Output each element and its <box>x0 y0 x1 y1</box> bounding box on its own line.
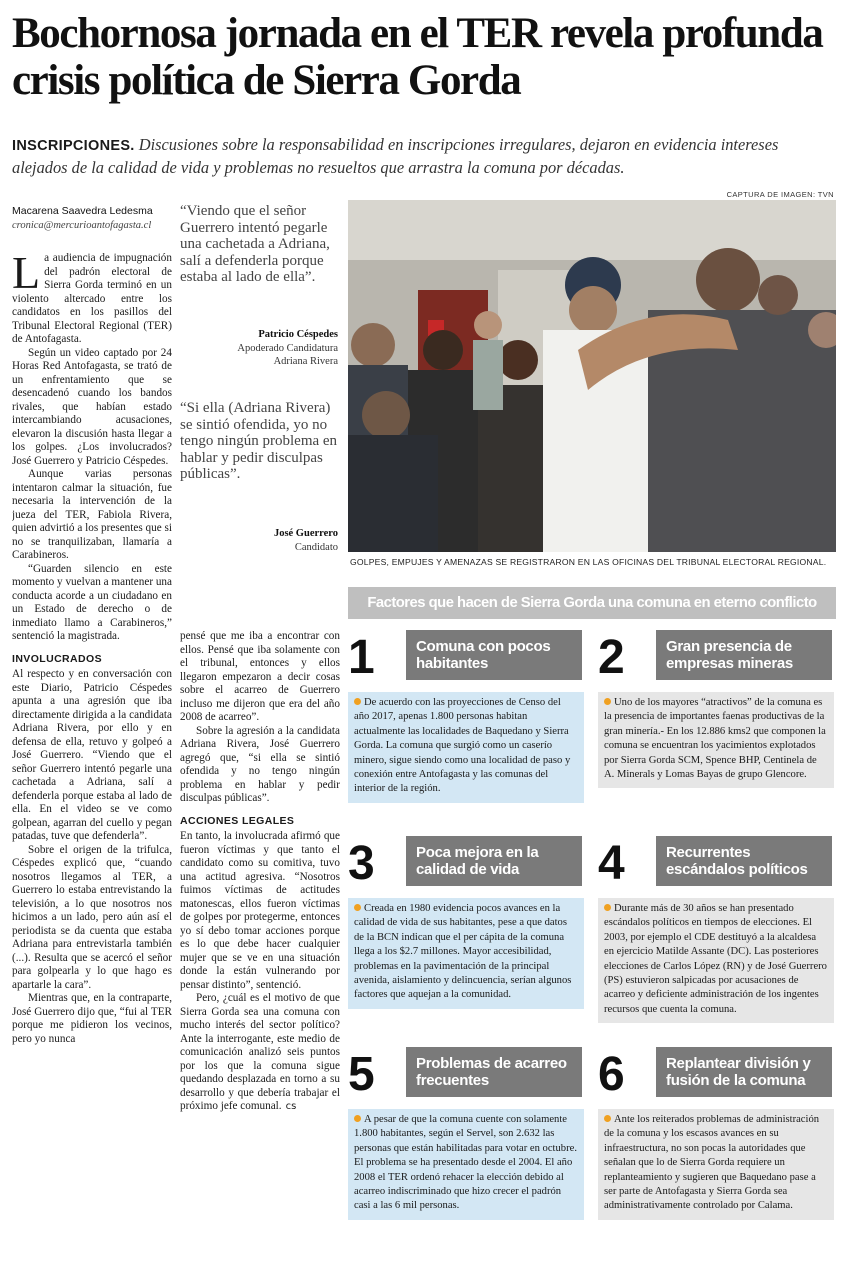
quote-1-role: Apoderado Candidatura <box>237 342 338 354</box>
quote-1-role-2: Adriana Rivera <box>273 356 338 367</box>
factor-body: Creada en 1980 evidencia pocos avances en la calidad de vida de sus habitantes, pese a que datos de la BCN indican que el per cápita de la comuna llega a los $2.7 millones. Mayor accesibilidad, problemas en la pavimentación de la principal avenida, aislamiento y delincuencia, serían algunos factores que aquejan a la comunidad. <box>348 898 584 1009</box>
photo-caption: GOLPES, EMPUJES Y AMENAZAS SE REGISTRARON EN LAS OFICINAS DEL TRIBUNAL ELECTORAL REGIONAL. <box>350 557 827 567</box>
bullet-icon <box>354 1115 361 1122</box>
photo-illustration <box>348 200 836 552</box>
factor-number: 1 <box>348 631 375 684</box>
factor-5 <box>348 1047 586 1247</box>
bullet-icon <box>604 1115 611 1122</box>
factor-body: Durante más de 30 años se han presentado escándalos políticos en tiempos de elecciones. El 2003, por ejemplo el CDE destituyó a la alcaldesa en ejercicio Matilde Assante (DC). Las posteriores elecciones de Carlos López (RN) y de José Guerrero (PS) estuvieron salpicadas por acusaciones de acarreo y deficiente administración de los ingentes recursos que cuenta la comuna. <box>598 898 834 1023</box>
paragraph: Sobre el origen de la trifulca, Céspedes explicó que, “cuando nosotros llegamos al TER, a Guerrero lo estaba entrevistando la televisión, a lo que nosotros nos hicimos a un lado, pero aún así el periodista se da cuenta que estaba Adriana para entrevistarla también (...). Resulta que se acercó el señor para golpearla y lo que hago es apartarle la cara”. <box>12 843 172 991</box>
factor-body: Ante los reiterados problemas de administración de la comuna y los escasos avances en su infraestructura, no son pocas la autoridades que señalan que lo de Sierra Gorda requiere un replanteamiento y sugieren que Baquedano pase a ser parte de Antofagasta y Sierra Gorda sea administrativamente controlado por Calama. <box>598 1109 834 1220</box>
paragraph: pensé que me iba a encontrar con ellos. Pensé que iba solamente con el tribunal, entonces y ellos llegaron empezaron a decir cosas sobre el acarreo de Guerrero incluso me dijeron que era del año 2008 de acarreo”. <box>180 630 340 723</box>
factor-title: Gran presencia de empresas mineras <box>656 630 832 680</box>
factor-title: Comuna con pocos habitantes <box>406 630 582 680</box>
headline: Bochornosa jornada en el TER revela profunda crisis política de Sierra Gorda <box>12 10 823 104</box>
factor-4 <box>598 836 836 1036</box>
author-email[interactable]: cronica@mercurioantofagasta.cl <box>12 220 152 231</box>
factor-title: Poca mejora en la calidad de vida <box>406 836 582 886</box>
factor-title: Replantear división y fusión de la comuna <box>656 1047 832 1097</box>
factor-body: Uno de los mayores “atractivos” de la comuna es la presencia de importantes faenas productivas de la gran minería.- En los 12.886 kms2 que componen la comuna se encuentran los yacimientos explotados por Sierra Gorda SCM, Spence BHP, Centinela de A. Minerals y Lomas Bayas de grupo Glencore. <box>598 692 834 788</box>
end-mark: cs <box>285 1101 297 1112</box>
factor-3 <box>348 836 586 1036</box>
subhead-dek: Discusiones sobre la responsabilidad en inscripciones irregulares, dejaron en evidencia intereses alejados de la calidad de vida y problemas no resueltos que arrastra la comuna por décadas. <box>12 135 779 177</box>
factor-body: A pesar de que la comuna cuente con solamente 1.800 habitantes, según el Servel, son 2.632 las personas que están habilitadas para votar en octubre. El problema se ha presentado desde el 2004. El año 2008 el TER ordenó rehacer la elección debido al acarreo indiscriminado que hizo crecer el padrón casi a las 6 mil personas. <box>348 1109 584 1220</box>
quote-2-attribution <box>180 527 338 554</box>
factor-1 <box>348 630 586 815</box>
factor-2 <box>598 630 836 815</box>
factor-number: 2 <box>598 631 625 684</box>
article-column-1 <box>12 252 172 1252</box>
quote-2-name: José Guerrero <box>273 528 338 539</box>
paragraph: La audiencia de impugnación del padrón electoral de Sierra Gorda terminó en un violento altercado entre los candidatos en los pasillos del Tribunal Electoral Regional (TER) de Antofagasta. <box>12 252 172 345</box>
quote-2-role: Candidato <box>294 541 338 553</box>
factor-title: Recurrentes escándalos políticos <box>656 836 832 886</box>
subhead <box>12 134 834 178</box>
quote-1-attribution <box>180 328 338 369</box>
quote-1-name: Patricio Céspedes <box>258 329 338 340</box>
paragraph: Sobre la agresión a la candidata Adriana Rivera, José Guerrero agregó que, “si ella se sintió ofendida y no tengo ningún problema en hablar y pedir disculpas públicas”. <box>180 724 340 804</box>
bullet-icon <box>354 698 361 705</box>
factor-body: De acuerdo con las proyecciones de Censo del año 2017, apenas 1.800 personas habitan actualmente las localidades de Baquedano y Sierra Gorda. La comuna que surgió como un caserío minero, sigue siendo como una localidad de paso y conexión entre Antofagasta y las comunas del interior de la región. <box>348 692 584 803</box>
subhead-kicker: INSCRIPCIONES. <box>12 138 135 154</box>
section-heading-acciones-legales: ACCIONES LEGALES <box>180 814 295 827</box>
paragraph: “Guarden silencio en este momento y vuelvan a mantener una conducta acorde a un ciudadano en un Estado de derecho o de inmediato llamo a Carabineros,” sentenció la magistrada. <box>12 562 172 642</box>
section-heading-involucrados: INVOLUCRADOS <box>12 652 102 665</box>
factor-number: 6 <box>598 1048 625 1101</box>
photo-credit: CAPTURA DE IMAGEN: TVN <box>726 190 834 199</box>
bullet-icon <box>354 904 361 911</box>
paragraph: Al respecto y en conversación con este Diario, Patricio Céspedes apunta a una agresión que iba directamente dirigida a la candidata Adriana Rivera, por ello y en defensa de ella, retuvo y golpeó a José Guerrero. “Viendo que el señor Guerrero intentó pegarle una cachetada a Adriana, salí a defenderla porque estaba al lado de ella. En el video se ve como golpean, agarran del cuello y pegan patadas, tuve que defenderla”. <box>12 668 172 842</box>
factor-6 <box>598 1047 836 1247</box>
paragraph: En tanto, la involucrada afirmó que fueron víctimas y que tanto el candidato como su comitiva, tuvo una actitud agresiva. “Nosotros fuimos víctimas de actitudes matonescas, ellos fueron víctimas de golpes por protegerme, entonces yo sí debo tomar acciones porque es lo que debe hacer cualquier mujer que se ve en una situación donde la están vulnerando por pensar distinto”, sentenció. <box>180 830 340 991</box>
byline <box>12 205 177 231</box>
paragraph: Mientras que, en la contraparte, José Guerrero dijo que, “fui al TER porque me pidieron los vecinos, pero yo nunca <box>12 992 172 1045</box>
factor-number: 3 <box>348 837 375 890</box>
factor-number: 5 <box>348 1048 375 1101</box>
paragraph: Pero, ¿cuál es el motivo de que Sierra Gorda sea una comuna con mucho interés del sector político? Ante la interrogante, este medio de comunicación analizó seis puntos por los que la comuna sigue quedando desplazada en torno a su desarrollo y que debería trabajar el próximo jefe comunal. cs <box>180 992 340 1112</box>
pull-quote-2: “Si ella (Adriana Rivera) se sintió ofendida, yo no tengo ningún problema en hablar y pedir disculpas públicas”. <box>180 400 338 482</box>
factor-number: 4 <box>598 837 625 890</box>
drop-cap: L <box>12 252 41 298</box>
paragraph: Según un video captado por 24 Horas Red Antofagasta, se trató de un enfrentamiento que se desencadenó cuando los bandos rivales, que habían estado intercambiando acusaciones, elevaron la discusión hasta llegar a los golpes. ¿Los involucrados? José Guerrero y Patricio Céspedes. <box>12 346 172 467</box>
article-column-2 <box>180 630 340 1245</box>
bullet-icon <box>604 904 611 911</box>
factor-title: Problemas de acarreo frecuentes <box>406 1047 582 1097</box>
news-photo <box>348 200 836 552</box>
pull-quote-1: “Viendo que el señor Guerrero intentó pegarle una cachetada a Adriana, salí a defenderla porque estaba al lado de ella”. <box>180 203 330 285</box>
paragraph: Aunque varias personas intentaron calmar la situación, fue necesaria la intervención de la jueza del TER, Fabiola Rivera, quien advirtió a los presentes que si no se tranquilizaban, llamaría a Carabineros. <box>12 468 172 561</box>
author-name: Macarena Saavedra Ledesma <box>12 205 153 217</box>
bullet-icon <box>604 698 611 705</box>
factors-header: Factores que hacen de Sierra Gorda una comuna en eterno conflicto <box>348 587 836 619</box>
